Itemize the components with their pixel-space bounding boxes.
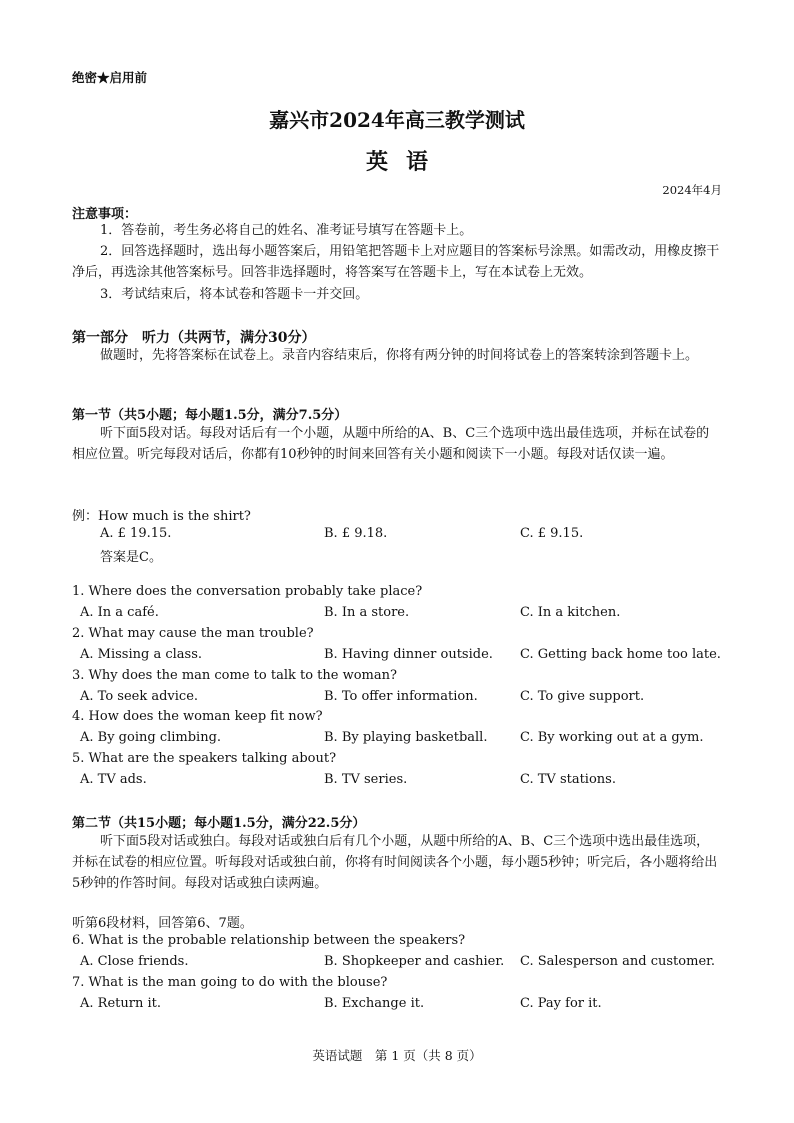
question-4: 4. How does the woman keep fit now? bbox=[72, 709, 323, 724]
q2-option-a: A. Missing a class. bbox=[80, 647, 202, 662]
question-3: 3. Why does the man come to talk to the woman? bbox=[72, 668, 397, 683]
exam-title: 嘉兴市2024年高三教学测试 bbox=[269, 108, 525, 132]
q6-option-a: A. Close friends. bbox=[80, 954, 189, 969]
q4-option-c: C. By working out at a gym. bbox=[520, 730, 704, 745]
q3-option-a: A. To seek advice. bbox=[80, 689, 199, 704]
section1-intro: 听下面5段对话。每段对话后有一个小题，从题中所给的A、B、C三个选项中选出最佳选项，并标在试卷的相应位置。听完每段对话后，你都有10秒钟的时间来回答有关小题和阅读下一小题。每段对话仅读一遍。 bbox=[72, 426, 710, 462]
q7-option-c: C. Pay for it. bbox=[520, 996, 602, 1011]
notice-heading: 注意事项： bbox=[72, 207, 138, 222]
q6-option-c: C. Salesperson and customer. bbox=[520, 954, 716, 969]
q2-option-c: C. Getting back home too late. bbox=[520, 647, 721, 662]
q1-option-a: A. In a café. bbox=[80, 605, 159, 620]
question-7: 7. What is the man going to do with the blouse? bbox=[72, 975, 388, 990]
section2-intro: 听下面5段对话或独白。每段对话或独白后有几个小题，从题中所给的A、B、C三个选项中选出最佳选项，并标在试卷的相应位置。听每段对话或独白前，你将有时间阅读各个小题，每小题5秒钟；听完后，各小题将给出5秒钟的作答时间。每段对话或独白读两遍。 bbox=[72, 834, 718, 891]
q3-option-c: C. To give support. bbox=[520, 689, 645, 704]
material-6-instruction: 听第6段材料，回答第6、7题。 bbox=[72, 916, 253, 931]
confidential-label: 绝密★启用前 bbox=[72, 70, 148, 85]
q3-option-b: B. To offer information. bbox=[324, 689, 478, 704]
section2-heading: 第二节（共15小题；每小题1.5分，满分22.5分） bbox=[72, 816, 366, 831]
notice-item-3: 3．考试结束后，将本试卷和答题卡一并交回。 bbox=[100, 287, 369, 302]
part1-intro: 做题时，先将答案标在试卷上。录音内容结束后，你将有两分钟的时间将试卷上的答案转涂到答题卡上。 bbox=[100, 348, 699, 363]
q5-option-b: B. TV series. bbox=[324, 772, 408, 787]
question-5: 5. What are the speakers talking about? bbox=[72, 751, 337, 766]
example-answer: 答案是C。 bbox=[100, 550, 162, 565]
section1-heading: 第一节（共5小题；每小题1.5分，满分7.5分） bbox=[72, 408, 348, 423]
question-2: 2. What may cause the man trouble? bbox=[72, 626, 314, 641]
example-question: 例：How much is the shirt? bbox=[72, 509, 251, 524]
q6-option-b: B. Shopkeeper and cashier. bbox=[324, 954, 505, 969]
question-6: 6. What is the probable relationship between the speakers? bbox=[72, 933, 466, 948]
example-option-b: B. £ 9.18. bbox=[324, 526, 388, 541]
question-1: 1. Where does the conversation probably take place? bbox=[72, 584, 423, 599]
q7-option-a: A. Return it. bbox=[80, 996, 161, 1011]
q5-option-c: C. TV stations. bbox=[520, 772, 616, 787]
q1-option-b: B. In a store. bbox=[324, 605, 410, 620]
q4-option-b: B. By playing basketball. bbox=[324, 730, 488, 745]
page-footer: 英语试题 第 1 页（共 8 页） bbox=[312, 1048, 482, 1063]
example-option-a: A. £ 19.15. bbox=[100, 526, 172, 541]
q1-option-c: C. In a kitchen. bbox=[520, 605, 621, 620]
q2-option-b: B. Having dinner outside. bbox=[324, 647, 493, 662]
example-option-c: C. £ 9.15. bbox=[520, 526, 584, 541]
part1-heading: 第一部分 听力（共两节，满分30分） bbox=[72, 330, 316, 346]
exam-date: 2024年4月 bbox=[662, 183, 722, 197]
q7-option-b: B. Exchange it. bbox=[324, 996, 425, 1011]
notice-item-2: 2．回答选择题时，选出每小题答案后，用铅笔把答题卡上对应题目的答案标号涂黑。如需改动，用橡皮擦干净后，再选涂其他答案标号。回答非选择题时，将答案写在答题卡上，写在本试卷上无效。 bbox=[72, 244, 720, 280]
notice-item-1: 1．答卷前，考生务必将自己的姓名、准考证号填写在答题卡上。 bbox=[100, 223, 473, 238]
subject-title: 英语 bbox=[365, 149, 446, 175]
q5-option-a: A. TV ads. bbox=[80, 772, 147, 787]
q4-option-a: A. By going climbing. bbox=[80, 730, 222, 745]
